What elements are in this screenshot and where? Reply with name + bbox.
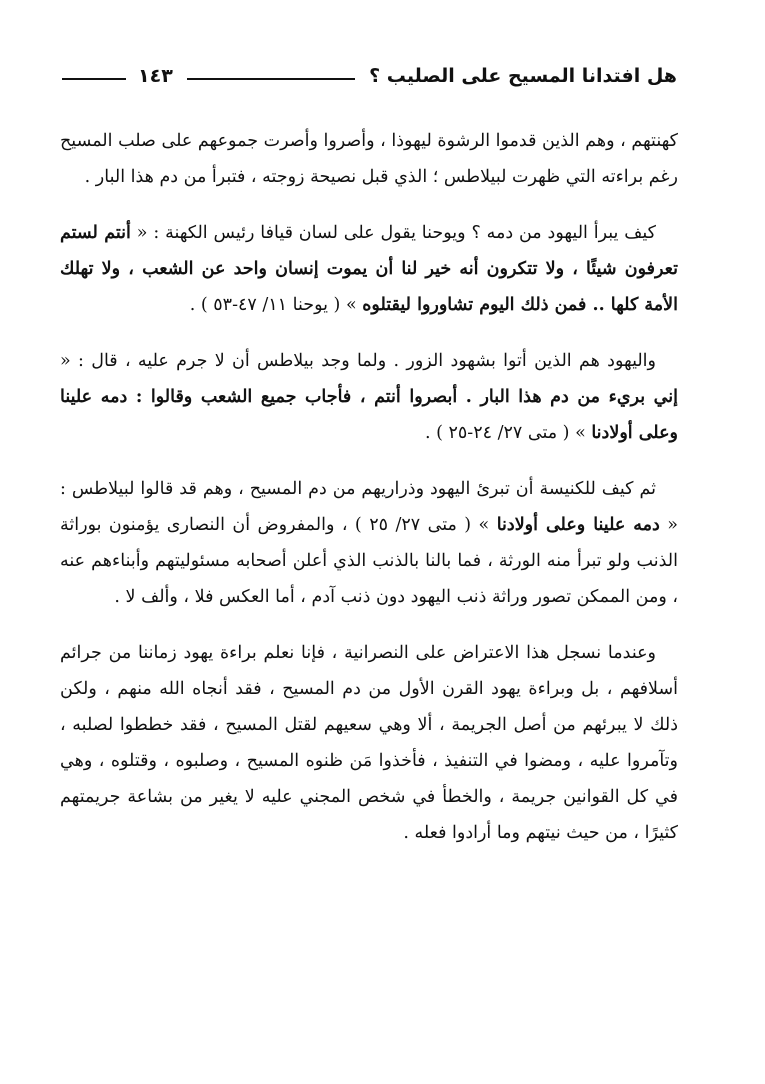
header-rule: [187, 78, 355, 80]
paragraph-4: [60, 471, 678, 615]
paragraph-2-text: كيف يبرأ اليهود من دمه ؟ ويوحنا يقول على لسان قيافا رئيس الكهنة : «: [130, 223, 657, 243]
paragraph-5-text: وعندما نسجل هذا الاعتراض على النصرانية ، فإنا نعلم براءة يهود زماننا من جرائم أسلافهم ، بل وبراءة يهود القرن الأول من دم المسيح ، فقد أنجاه الله منهم ، ولكن ذلك لا يبرئهم من أصل الجريمة ، ألا وهي سعيهم لقتل المسيح ، فقد خططوا لصلبه ، وتآمروا عليه ، ومضوا في التنفيذ ، فأخذوا مَن ظنوه المسيح ، وصلبوه ، وقتلوه ، وهي في كل القوانين جريمة ، والخطأ في شخص المجني عليه لا يغير من بشاعة جريمتهم كثيرًا ، من حيث نيتهم وما أرادوا فعله .: [60, 643, 678, 843]
paragraph-1-text: كهنتهم ، وهم الذين قدموا الرشوة ليهوذا ، وأصروا وأصرت جموعهم على صلب المسيح رغم براءته التي ظهرت لبيلاطس ؛ الذي قبل نصيحة زوجته ، فتبرأ من دم هذا البار .: [60, 131, 678, 187]
paragraph-5: [60, 635, 678, 851]
paragraph-4-quote: دمه علينا وعلى أولادنا: [496, 515, 660, 535]
paragraph-3-text: واليهود هم الذين أتوا بشهود الزور . ولما وجد بيلاطس أن لا جرم عليه ، قال : «: [60, 351, 656, 371]
paragraph-2: [60, 215, 678, 323]
paragraph-3-quote: إني بريء من دم هذا البار . أبصروا أنتم ، فأجاب جميع الشعب وقالوا : دمه علينا وعلى أولادنا: [60, 387, 678, 443]
paragraph-1: [60, 123, 678, 195]
body-text: [60, 123, 678, 871]
paragraph-4-continuation: » ( متى ٢٧/ ٢٥ ) ، والمفروض أن النصارى يؤمنون بوراثة الذنب ولو تبرأ منه الورثة ، فما بالنا بالذنب الذي أعلن أصحابه مسئوليتهم وأبناءهم عنه ، ومن الممكن تصور وراثة ذنب اليهود دون ذنب آدم ، أما العكس فلا ، وألف لا .: [60, 515, 678, 607]
paragraph-2-citation: » ( يوحنا ١١/ ٤٧-٥٣ ) .: [189, 295, 363, 315]
header-rule-end: [62, 78, 126, 80]
page-header: [62, 52, 677, 92]
running-title: هل افتدانا المسيح على الصليب ؟: [369, 65, 677, 87]
paragraph-2-quote: أنتم لستم تعرفون شيئًا ، ولا تتكرون أنه خير لنا أن يموت إنسان واحد عن الشعب ، ولا تهلك الأمة كلها .. فمن ذلك اليوم تشاوروا ليقتلوه: [60, 223, 678, 315]
page-number: ١٤٣: [138, 65, 173, 87]
paragraph-3-citation: » ( متى ٢٧/ ٢٤-٢٥ ) .: [424, 423, 592, 443]
paragraph-3: [60, 343, 678, 451]
paragraph-4-text: ثم كيف للكنيسة أن تبرئ اليهود وذراريهم من دم المسيح ، وهم قد قالوا لبيلاطس : «: [60, 479, 678, 535]
